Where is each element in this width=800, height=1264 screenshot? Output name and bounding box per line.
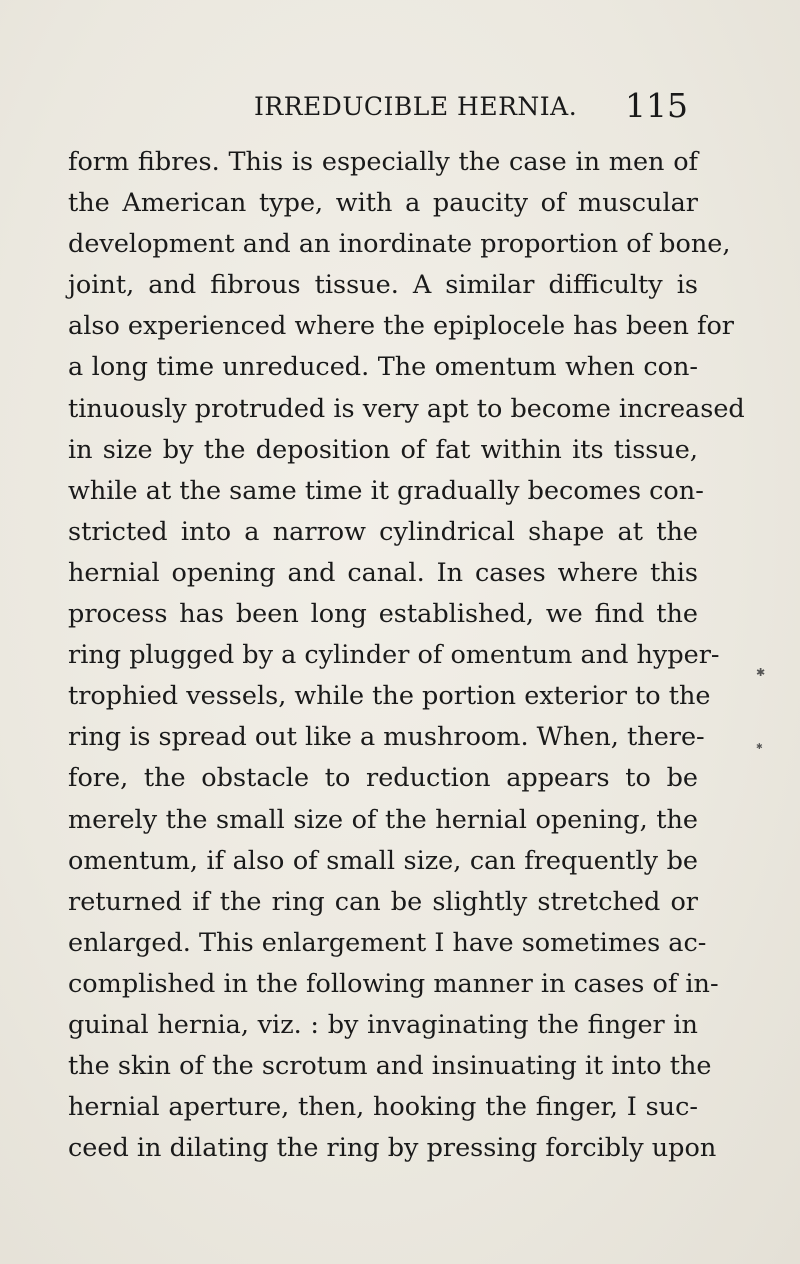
page-number: 115: [625, 86, 688, 125]
text-line: process has been long established, we find the: [68, 599, 698, 630]
text-line: the skin of the scrotum and insinuating it into the: [68, 1051, 712, 1082]
body-text: [68, 142, 745, 1169]
text-line: complished in the following manner in cases of in-: [68, 968, 719, 999]
margin-speck: ✱: [756, 742, 763, 751]
text-line: development and an inordinate proportion of bone,: [68, 229, 731, 260]
text-line: hernial opening and canal. In cases where this: [68, 557, 698, 588]
text-line: stricted into a narrow cylindrical shape at the: [68, 516, 698, 547]
text-line: trophied vessels, while the portion exterior to the: [68, 681, 711, 712]
text-line: ceed in dilating the ring by pressing forcibly upon: [68, 1133, 717, 1164]
text-line: while at the same time it gradually becomes con-: [68, 475, 704, 506]
text-line: a long time unreduced. The omentum when con-: [68, 352, 698, 383]
text-line: the American type, with a paucity of muscular: [68, 188, 698, 219]
text-line: merely the small size of the hernial opening, the: [68, 804, 698, 835]
text-line: fore, the obstacle to reduction appears to be: [68, 763, 698, 794]
text-line: ring is spread out like a mushroom. When, there-: [68, 722, 705, 753]
text-line: in size by the deposition of fat within its tissue,: [68, 434, 698, 465]
text-line: joint, and fibrous tissue. A similar difficulty is: [68, 270, 698, 301]
text-line: tinuously protruded is very apt to become increased: [68, 393, 745, 424]
text-line: returned if the ring can be slightly stretched or: [68, 886, 698, 917]
text-line: omentum, if also of small size, can frequently be: [68, 845, 698, 876]
running-title: IRREDUCIBLE HERNIA.: [254, 92, 578, 121]
text-line: also experienced where the epiplocele has been for: [68, 311, 735, 342]
text-line: guinal hernia, viz. : by invaginating the finger in: [68, 1009, 698, 1040]
text-line: hernial aperture, then, hooking the finger, I suc-: [68, 1092, 698, 1123]
running-head: [68, 86, 688, 130]
text-line: form fibres. This is especially the case in men of: [68, 147, 698, 177]
text-line: ring plugged by a cylinder of omentum and hyper-: [68, 640, 720, 671]
margin-speck: ✱: [756, 666, 766, 679]
text-line: enlarged. This enlargement I have sometimes ac-: [68, 927, 707, 958]
